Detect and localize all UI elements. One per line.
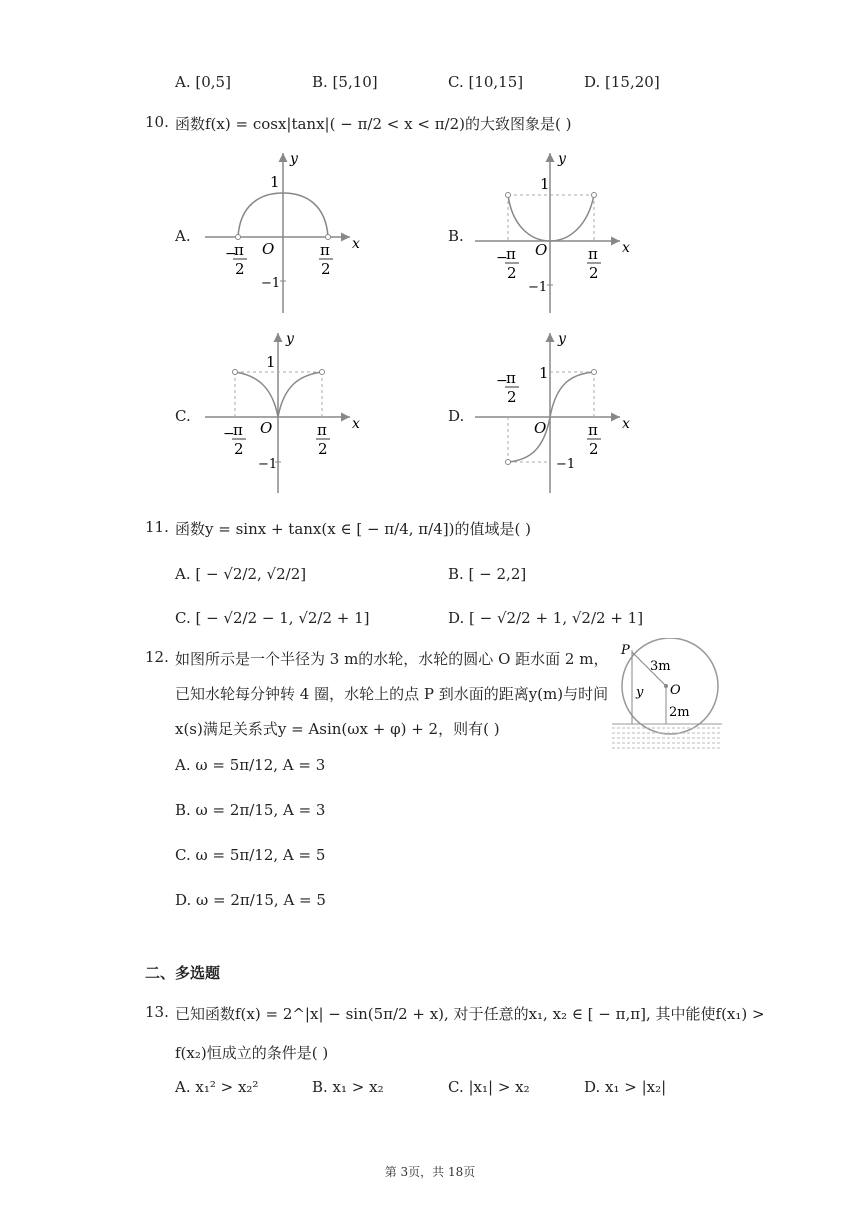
q13-option-d: D. x₁ > |x₂| [584, 1078, 667, 1096]
q12-option-c: C. ω = 5π/12, A = 5 [175, 846, 326, 864]
graph-c-origin: O [260, 419, 273, 437]
figure-center: O [670, 683, 681, 698]
figure-p: P [621, 643, 630, 658]
graph-b-origin: O [535, 241, 548, 259]
graph-d-minus: − [496, 373, 508, 389]
graph-b-neg-one: −1 [528, 280, 548, 295]
graph-d-one: 1 [539, 364, 549, 382]
graph-d-neg-one: −1 [556, 457, 576, 472]
q10-number: 10. [145, 113, 169, 131]
graph-c-rpi: π [317, 421, 327, 439]
q11-number: 11. [145, 518, 169, 536]
graph-c-l2: 2 [234, 440, 244, 458]
graph-a-l2: 2 [235, 260, 245, 278]
graph-c-y: y [286, 331, 294, 347]
q12-option-d: D. ω = 2π/15, A = 5 [175, 891, 326, 909]
q12-option-a: A. ω = 5π/12, A = 3 [175, 756, 326, 774]
section-title: 二、多选题 [145, 964, 221, 982]
graph-b-y: y [558, 151, 566, 167]
q13-option-c: C. |x₁| > x₂ [448, 1078, 530, 1096]
q10-stem: 函数f(x) = cosx|tanx|( − π/2 < x < π/2)的大致图象是( ) [175, 115, 572, 133]
q13-number: 13. [145, 1003, 169, 1021]
q10-label-d: D. [448, 407, 465, 425]
graph-b [470, 145, 640, 320]
graph-c-r2: 2 [318, 440, 328, 458]
graph-c-one: 1 [266, 353, 276, 371]
q10-label-c: C. [175, 407, 191, 425]
graph-a-rpi: π [320, 241, 330, 259]
graph-c-x: x [352, 416, 360, 432]
graph-c-minus: − [223, 426, 235, 442]
graph-d [470, 325, 640, 500]
q13-line1: 已知函数f(x) = 2^|x| − sin(5π/2 + x), 对于任意的x₁, x₂ ∈ [ − π,π], 其中能使f(x₁) > [175, 1005, 765, 1023]
graph-a-one: 1 [270, 173, 280, 191]
graph-a [200, 145, 370, 320]
q12-line1: 如图所示是一个半径为 3 m的水轮，水轮的圆心 O 距水面 2 m， [175, 650, 609, 668]
graph-a-lpi: π [234, 241, 244, 259]
q13-option-a: A. x₁² > x₂² [175, 1078, 259, 1096]
q9-option-b: B. [5,10] [312, 73, 378, 91]
q10-label-b: B. [448, 227, 464, 245]
graph-c [200, 325, 370, 500]
graph-b-r2: 2 [589, 264, 599, 282]
q12-line3: x(s)满足关系式y = Asin(ωx + φ) + 2，则有( ) [175, 720, 500, 738]
graph-a-minus: − [225, 246, 237, 262]
graph-b-x: x [622, 240, 630, 256]
water-wheel-figure [612, 638, 722, 753]
graph-b-l2: 2 [507, 264, 517, 282]
graph-d-origin: O [534, 419, 547, 437]
graph-a-origin: O [262, 240, 275, 258]
figure-radius: 3m [650, 659, 671, 674]
figure-y: y [636, 685, 644, 700]
q11-option-b: B. [ − 2,2] [448, 565, 527, 583]
graph-d-r2: 2 [589, 440, 599, 458]
graph-b-one: 1 [540, 175, 550, 193]
graph-c-lpi: π [233, 421, 243, 439]
q9-option-c: C. [10,15] [448, 73, 524, 91]
figure-height: 2m [669, 705, 690, 720]
q9-option-a: A. [0,5] [175, 73, 231, 91]
graph-c-neg-one: −1 [258, 457, 278, 472]
q13-line2: f(x₂)恒成立的条件是( ) [175, 1044, 329, 1062]
graph-a-r2: 2 [321, 260, 331, 278]
q11-option-d: D. [ − √2/2 + 1, √2/2 + 1] [448, 609, 644, 627]
graph-a-x: x [352, 236, 360, 252]
q9-option-d: D. [15,20] [584, 73, 660, 91]
q12-number: 12. [145, 648, 169, 666]
graph-d-rpi: π [588, 421, 598, 439]
graph-a-neg-one: −1 [261, 276, 281, 291]
graph-d-y: y [558, 331, 566, 347]
q11-option-a: A. [ − √2/2, √2/2] [175, 565, 307, 583]
q12-option-b: B. ω = 2π/15, A = 3 [175, 801, 326, 819]
graph-d-x: x [622, 416, 630, 432]
graph-b-minus: − [496, 250, 508, 266]
q11-option-c: C. [ − √2/2 − 1, √2/2 + 1] [175, 609, 370, 627]
q13-option-b: B. x₁ > x₂ [312, 1078, 384, 1096]
graph-b-lpi: π [506, 245, 516, 263]
q11-stem: 函数y = sinx + tanx(x ∈ [ − π/4, π/4])的值域是( ) [175, 520, 531, 538]
q12-line2: 已知水轮每分钟转 4 圈，水轮上的点 P 到水面的距离y(m)与时间 [175, 685, 609, 703]
graph-b-rpi: π [588, 245, 598, 263]
graph-d-l2: 2 [507, 388, 517, 406]
q10-label-a: A. [175, 227, 191, 245]
graph-d-lpi: π [506, 369, 516, 387]
page-footer: 第 3页，共 18页 [384, 1165, 476, 1179]
graph-a-y: y [290, 151, 298, 167]
